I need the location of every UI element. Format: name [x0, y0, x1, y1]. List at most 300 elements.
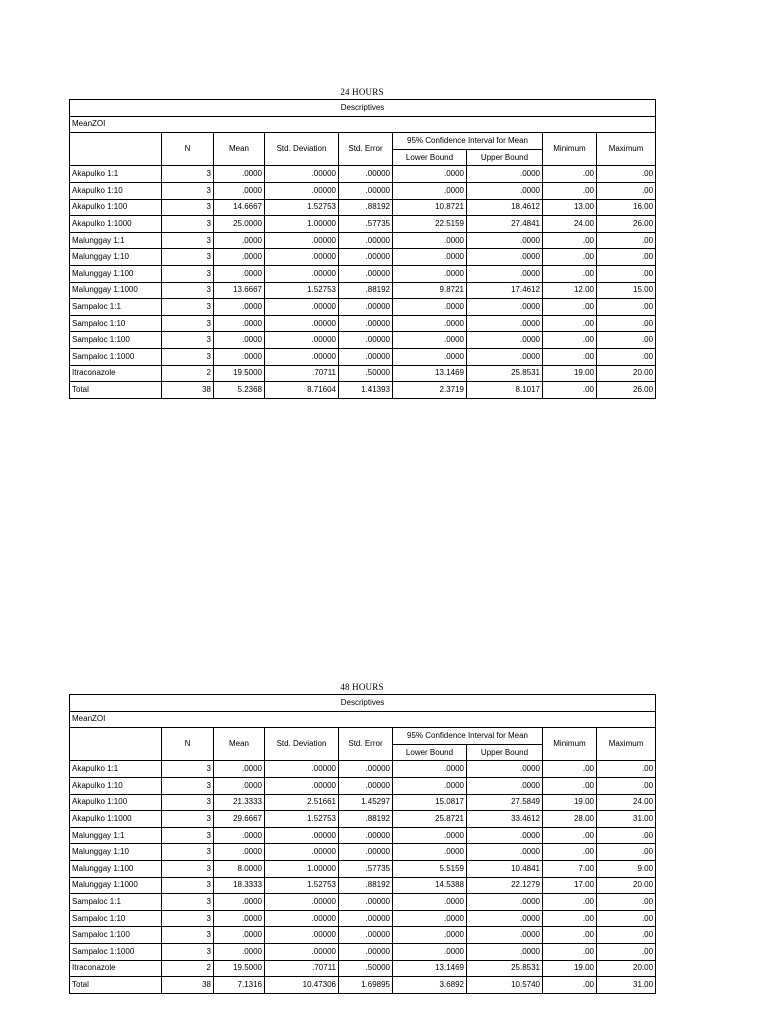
header-std-error: Std. Error — [339, 133, 393, 166]
table-body — [70, 166, 656, 398]
table-title: Descriptives — [70, 695, 656, 712]
table-cell: 18.3333 — [214, 877, 265, 894]
table-cell: .00000 — [339, 249, 393, 266]
row-label: Sampaloc 1:1000 — [70, 943, 162, 960]
table-cell: .00000 — [339, 894, 393, 911]
table-cell: .0000 — [467, 910, 543, 927]
table-cell: .00 — [597, 232, 656, 249]
row-label: Malunggay 1:100 — [70, 860, 162, 877]
row-label: Akapulko 1:10 — [70, 182, 162, 199]
table-cell: 1.69895 — [339, 977, 393, 994]
table-row — [70, 860, 656, 877]
table-cell: 3 — [162, 794, 214, 811]
table-cell: 2 — [162, 365, 214, 382]
table-cell: 17.4612 — [467, 282, 543, 299]
table-cell: 26.00 — [597, 382, 656, 399]
table-row — [70, 315, 656, 332]
table-cell: .00000 — [339, 927, 393, 944]
table-cell: 10.4841 — [467, 860, 543, 877]
header-maximum: Maximum — [597, 728, 656, 761]
table-cell: .00000 — [265, 927, 339, 944]
table-row — [70, 910, 656, 927]
table-row — [70, 794, 656, 811]
table-cell: .0000 — [467, 332, 543, 349]
table-cell: 3 — [162, 860, 214, 877]
table-cell: .00 — [597, 761, 656, 778]
table-cell: 33.4612 — [467, 811, 543, 828]
table-cell: .0000 — [214, 249, 265, 266]
table-cell: .0000 — [393, 182, 467, 199]
header-n: N — [162, 728, 214, 761]
table-cell: .00000 — [339, 777, 393, 794]
header-lower-bound: Lower Bound — [393, 744, 467, 761]
descriptives-table — [69, 694, 656, 994]
table-cell: .00 — [597, 265, 656, 282]
table-cell: .00000 — [339, 844, 393, 861]
table-cell: 16.00 — [597, 199, 656, 216]
table-cell: 3 — [162, 877, 214, 894]
table-row — [70, 877, 656, 894]
row-label: Akapulko 1:1000 — [70, 216, 162, 233]
table-cell: .0000 — [467, 182, 543, 199]
table-heading: 48 HOURS — [340, 682, 384, 692]
variable-name: MeanZOI — [70, 116, 656, 133]
table-cell: .57735 — [339, 216, 393, 233]
table-cell: 24.00 — [543, 216, 597, 233]
table-cell: .0000 — [214, 348, 265, 365]
table-cell: .0000 — [393, 166, 467, 183]
table-cell: .0000 — [214, 844, 265, 861]
table-cell: 14.5388 — [393, 877, 467, 894]
table-cell: .00000 — [339, 910, 393, 927]
descriptives-block-48h — [69, 681, 655, 994]
table-cell: .0000 — [393, 332, 467, 349]
table-row — [70, 232, 656, 249]
table-cell: .00 — [543, 943, 597, 960]
row-label: Itraconazole — [70, 365, 162, 382]
table-cell: 3 — [162, 844, 214, 861]
table-cell: 5.2368 — [214, 382, 265, 399]
table-cell: 19.5000 — [214, 960, 265, 977]
table-cell: .00 — [543, 927, 597, 944]
table-cell: .0000 — [214, 332, 265, 349]
header-std-deviation: Std. Deviation — [265, 728, 339, 761]
table-row — [70, 216, 656, 233]
table-cell: 3 — [162, 199, 214, 216]
table-cell: 1.52753 — [265, 199, 339, 216]
row-label: Malunggay 1:10 — [70, 249, 162, 266]
table-cell: .0000 — [214, 265, 265, 282]
table-row — [70, 182, 656, 199]
table-cell: .0000 — [467, 844, 543, 861]
row-label: Akapulko 1:100 — [70, 199, 162, 216]
table-cell: .00 — [543, 249, 597, 266]
table-cell: .00000 — [265, 844, 339, 861]
table-cell: .00000 — [265, 299, 339, 316]
table-cell: .00 — [597, 777, 656, 794]
table-cell: .00 — [543, 777, 597, 794]
header-confidence-interval: 95% Confidence Interval for Mean — [393, 133, 543, 150]
header-maximum: Maximum — [597, 133, 656, 166]
table-cell: .0000 — [467, 265, 543, 282]
table-cell: 13.1469 — [393, 365, 467, 382]
table-cell: .0000 — [214, 761, 265, 778]
table-cell: .00000 — [339, 827, 393, 844]
table-cell: 3 — [162, 315, 214, 332]
table-cell: .70711 — [265, 365, 339, 382]
table-cell: 3 — [162, 216, 214, 233]
table-cell: 26.00 — [597, 216, 656, 233]
table-cell: 2.3719 — [393, 382, 467, 399]
table-cell: 14.6667 — [214, 199, 265, 216]
table-cell: .88192 — [339, 199, 393, 216]
table-cell: 2 — [162, 960, 214, 977]
table-cell: .00000 — [265, 777, 339, 794]
table-cell: 29.6667 — [214, 811, 265, 828]
table-cell: .0000 — [393, 927, 467, 944]
table-cell: .00000 — [265, 182, 339, 199]
table-cell: 15.0817 — [393, 794, 467, 811]
table-cell: .00000 — [265, 348, 339, 365]
table-row — [70, 299, 656, 316]
table-row — [70, 332, 656, 349]
table-cell: .0000 — [214, 894, 265, 911]
header-blank — [70, 133, 162, 166]
row-label: Malunggay 1:1 — [70, 827, 162, 844]
table-cell: 13.00 — [543, 199, 597, 216]
table-cell: .00000 — [339, 299, 393, 316]
row-label: Total — [70, 382, 162, 399]
table-body — [70, 761, 656, 993]
descriptives-block-24h — [69, 86, 655, 399]
table-row — [70, 827, 656, 844]
table-row — [70, 365, 656, 382]
table-cell: 3 — [162, 166, 214, 183]
table-cell: .0000 — [467, 777, 543, 794]
table-cell: 7.1316 — [214, 977, 265, 994]
row-label: Akapulko 1:100 — [70, 794, 162, 811]
header-upper-bound: Upper Bound — [467, 744, 543, 761]
table-cell: .00000 — [339, 232, 393, 249]
table-cell: .88192 — [339, 282, 393, 299]
table-cell: .00000 — [339, 265, 393, 282]
table-cell: .0000 — [467, 348, 543, 365]
table-cell: 1.52753 — [265, 282, 339, 299]
table-cell: .00 — [543, 894, 597, 911]
table-cell: .00 — [543, 844, 597, 861]
table-cell: .00 — [597, 332, 656, 349]
table-cell: .00 — [543, 315, 597, 332]
table-cell: 25.8531 — [467, 365, 543, 382]
row-label: Sampaloc 1:10 — [70, 315, 162, 332]
table-cell: 38 — [162, 977, 214, 994]
table-row — [70, 844, 656, 861]
table-cell: .00 — [543, 299, 597, 316]
table-cell: .0000 — [393, 249, 467, 266]
table-cell: .00000 — [339, 332, 393, 349]
row-label: Akapulko 1:1 — [70, 166, 162, 183]
table-cell: 13.1469 — [393, 960, 467, 977]
table-cell: .00000 — [265, 894, 339, 911]
row-label: Akapulko 1:1000 — [70, 811, 162, 828]
row-label: Sampaloc 1:10 — [70, 910, 162, 927]
table-cell: .00 — [543, 332, 597, 349]
table-cell: .0000 — [467, 166, 543, 183]
table-cell: .00000 — [265, 910, 339, 927]
table-cell: .0000 — [467, 927, 543, 944]
table-cell: 18.4612 — [467, 199, 543, 216]
table-cell: .00 — [543, 348, 597, 365]
table-cell: 3 — [162, 182, 214, 199]
table-cell: 21.3333 — [214, 794, 265, 811]
table-cell: .00 — [543, 910, 597, 927]
row-label: Sampaloc 1:1 — [70, 894, 162, 911]
table-cell: .00000 — [265, 249, 339, 266]
table-cell: 3 — [162, 299, 214, 316]
table-cell: .00 — [543, 977, 597, 994]
table-cell: .00 — [597, 348, 656, 365]
table-cell: .00 — [543, 232, 597, 249]
table-cell: .00000 — [265, 332, 339, 349]
table-cell: 3 — [162, 910, 214, 927]
table-cell: .0000 — [393, 265, 467, 282]
table-cell: .0000 — [214, 927, 265, 944]
table-cell: .0000 — [467, 299, 543, 316]
table-cell: .0000 — [214, 910, 265, 927]
table-cell: .0000 — [214, 299, 265, 316]
table-cell: 10.47306 — [265, 977, 339, 994]
table-cell: 3 — [162, 777, 214, 794]
table-cell: 7.00 — [543, 860, 597, 877]
table-cell: .0000 — [214, 182, 265, 199]
table-cell: .0000 — [393, 777, 467, 794]
table-cell: 31.00 — [597, 811, 656, 828]
table-cell: .00 — [597, 927, 656, 944]
table-heading: 24 HOURS — [340, 87, 384, 97]
table-cell: 5.5159 — [393, 860, 467, 877]
table-cell: .00 — [543, 827, 597, 844]
table-cell: .00 — [543, 761, 597, 778]
table-cell: .00000 — [339, 943, 393, 960]
header-minimum: Minimum — [543, 728, 597, 761]
table-cell: .0000 — [393, 315, 467, 332]
table-cell: 15.00 — [597, 282, 656, 299]
table-cell: 3 — [162, 332, 214, 349]
table-row — [70, 811, 656, 828]
table-cell: .00000 — [265, 315, 339, 332]
table-cell: .00000 — [339, 761, 393, 778]
table-cell: 3 — [162, 894, 214, 911]
table-cell: 31.00 — [597, 977, 656, 994]
table-cell: .0000 — [467, 315, 543, 332]
table-cell: .0000 — [393, 348, 467, 365]
table-cell: .00 — [597, 182, 656, 199]
header-upper-bound: Upper Bound — [467, 149, 543, 166]
table-row — [70, 166, 656, 183]
table-cell: .0000 — [393, 844, 467, 861]
table-cell: 17.00 — [543, 877, 597, 894]
table-cell: 12.00 — [543, 282, 597, 299]
table-cell: .0000 — [214, 166, 265, 183]
table-cell: 19.5000 — [214, 365, 265, 382]
table-cell: .57735 — [339, 860, 393, 877]
table-cell: 3 — [162, 761, 214, 778]
table-row — [70, 894, 656, 911]
table-cell: 2.51661 — [265, 794, 339, 811]
table-cell: .0000 — [214, 232, 265, 249]
table-cell: .00 — [597, 827, 656, 844]
table-cell: 1.52753 — [265, 877, 339, 894]
table-cell: .0000 — [393, 943, 467, 960]
table-row — [70, 761, 656, 778]
table-cell: .00 — [597, 910, 656, 927]
table-cell: 20.00 — [597, 877, 656, 894]
table-cell: 1.52753 — [265, 811, 339, 828]
table-row — [70, 382, 656, 399]
table-cell: .00000 — [265, 761, 339, 778]
table-cell: .50000 — [339, 960, 393, 977]
header-std-deviation: Std. Deviation — [265, 133, 339, 166]
header-std-error: Std. Error — [339, 728, 393, 761]
descriptives-table — [69, 99, 656, 399]
table-cell: .00 — [597, 894, 656, 911]
table-cell: .0000 — [467, 761, 543, 778]
table-cell: 10.5740 — [467, 977, 543, 994]
table-cell: .70711 — [265, 960, 339, 977]
table-cell: 1.00000 — [265, 216, 339, 233]
table-cell: .0000 — [393, 761, 467, 778]
header-mean: Mean — [214, 728, 265, 761]
table-cell: .0000 — [467, 943, 543, 960]
table-cell: .00 — [597, 249, 656, 266]
table-cell: .00000 — [339, 315, 393, 332]
table-row — [70, 927, 656, 944]
table-cell: .0000 — [393, 910, 467, 927]
table-cell: 1.45297 — [339, 794, 393, 811]
header-lower-bound: Lower Bound — [393, 149, 467, 166]
table-cell: .0000 — [467, 249, 543, 266]
table-cell: 25.0000 — [214, 216, 265, 233]
table-cell: 3 — [162, 282, 214, 299]
table-cell: 1.00000 — [265, 860, 339, 877]
header-confidence-interval: 95% Confidence Interval for Mean — [393, 728, 543, 745]
table-cell: 19.00 — [543, 365, 597, 382]
table-cell: 3.6892 — [393, 977, 467, 994]
table-title: Descriptives — [70, 100, 656, 117]
header-minimum: Minimum — [543, 133, 597, 166]
table-row — [70, 777, 656, 794]
table-cell: .0000 — [467, 894, 543, 911]
row-label: Akapulko 1:1 — [70, 761, 162, 778]
table-cell: .0000 — [393, 827, 467, 844]
table-cell: .0000 — [467, 827, 543, 844]
table-cell: .00000 — [265, 166, 339, 183]
row-label: Akapulko 1:10 — [70, 777, 162, 794]
table-cell: 38 — [162, 382, 214, 399]
table-cell: .0000 — [393, 299, 467, 316]
table-cell: 3 — [162, 265, 214, 282]
row-label: Itraconazole — [70, 960, 162, 977]
row-label: Total — [70, 977, 162, 994]
table-cell: .00 — [597, 943, 656, 960]
row-label: Malunggay 1:1 — [70, 232, 162, 249]
table-cell: .00 — [597, 166, 656, 183]
table-cell: .0000 — [214, 315, 265, 332]
row-label: Sampaloc 1:100 — [70, 927, 162, 944]
table-cell: 9.00 — [597, 860, 656, 877]
table-cell: 3 — [162, 232, 214, 249]
table-cell: 3 — [162, 827, 214, 844]
table-row — [70, 282, 656, 299]
table-cell: 10.8721 — [393, 199, 467, 216]
table-cell: .88192 — [339, 811, 393, 828]
table-cell: 3 — [162, 348, 214, 365]
table-cell: 8.0000 — [214, 860, 265, 877]
table-cell: 27.5849 — [467, 794, 543, 811]
table-cell: 8.1017 — [467, 382, 543, 399]
header-blank — [70, 728, 162, 761]
row-label: Malunggay 1:100 — [70, 265, 162, 282]
table-cell: .0000 — [214, 777, 265, 794]
table-cell: .00 — [543, 182, 597, 199]
table-row — [70, 249, 656, 266]
table-cell: 8.71604 — [265, 382, 339, 399]
table-cell: .0000 — [393, 894, 467, 911]
table-cell: 25.8721 — [393, 811, 467, 828]
table-cell: .00000 — [265, 943, 339, 960]
row-label: Sampaloc 1:1 — [70, 299, 162, 316]
table-cell: 22.5159 — [393, 216, 467, 233]
table-cell: .00000 — [339, 348, 393, 365]
table-cell: .00 — [597, 315, 656, 332]
table-cell: 20.00 — [597, 960, 656, 977]
table-row — [70, 348, 656, 365]
table-cell: 3 — [162, 249, 214, 266]
table-cell: .0000 — [393, 232, 467, 249]
table-cell: .00000 — [339, 182, 393, 199]
table-cell: .00000 — [339, 166, 393, 183]
table-cell: 20.00 — [597, 365, 656, 382]
header-mean: Mean — [214, 133, 265, 166]
table-row — [70, 977, 656, 994]
table-cell: 28.00 — [543, 811, 597, 828]
row-label: Sampaloc 1:100 — [70, 332, 162, 349]
variable-name: MeanZOI — [70, 711, 656, 728]
table-cell: 27.4841 — [467, 216, 543, 233]
table-row — [70, 960, 656, 977]
table-cell: .0000 — [467, 232, 543, 249]
table-cell: 13.6667 — [214, 282, 265, 299]
table-cell: .00000 — [265, 265, 339, 282]
table-cell: 25.8531 — [467, 960, 543, 977]
table-row — [70, 265, 656, 282]
table-cell: 22.1279 — [467, 877, 543, 894]
row-label: Malunggay 1:10 — [70, 844, 162, 861]
row-label: Malunggay 1:1000 — [70, 282, 162, 299]
table-cell: .00000 — [265, 232, 339, 249]
table-cell: 3 — [162, 927, 214, 944]
table-cell: .00 — [543, 382, 597, 399]
table-cell: .00 — [597, 844, 656, 861]
table-row — [70, 943, 656, 960]
table-cell: .88192 — [339, 877, 393, 894]
table-cell: .00000 — [265, 827, 339, 844]
table-cell: .00 — [543, 166, 597, 183]
table-cell: .0000 — [214, 827, 265, 844]
header-n: N — [162, 133, 214, 166]
row-label: Malunggay 1:1000 — [70, 877, 162, 894]
table-cell: .00 — [543, 265, 597, 282]
